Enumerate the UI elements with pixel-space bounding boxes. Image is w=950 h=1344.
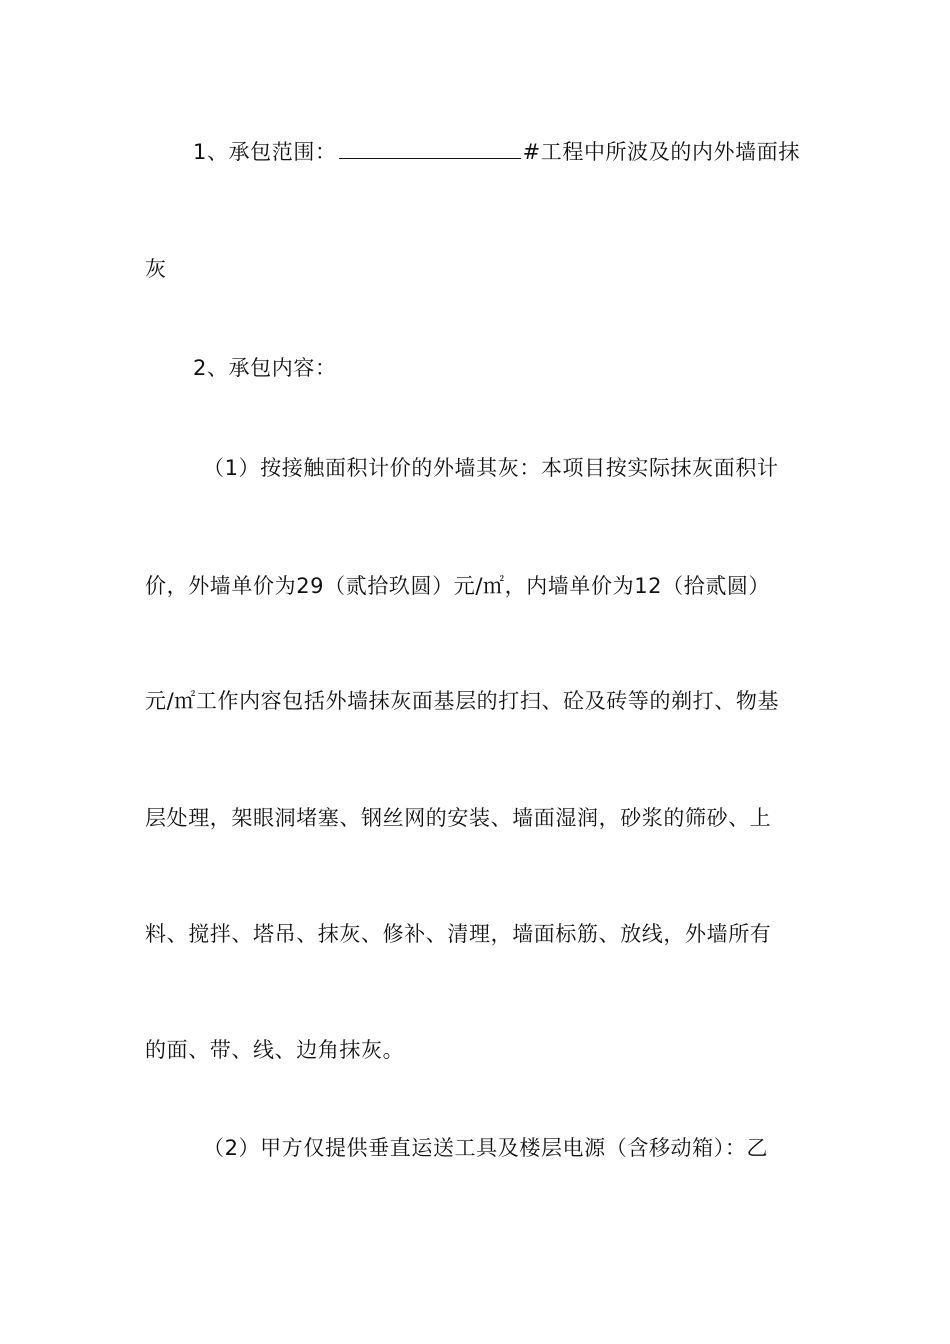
scope-text: #工程中所波及的内外墙面抹 [522, 140, 800, 164]
paragraph-line-10: （2）甲方仅提供垂直运送工具及楼层电源（含移动箱）：乙 [203, 1136, 769, 1160]
fill-in-blank[interactable] [339, 138, 521, 159]
paragraph-line-5: 价，外墙单价为29（贰拾玖圆）元/㎡，内墙单价为12（拾贰圆） [145, 574, 771, 598]
paragraph-line-2: 灰 [145, 257, 167, 281]
paragraph-line-8: 料、搅拌、塔吊、抹灰、修补、清理，墙面标筋、放线，外墙所有 [145, 922, 772, 946]
paragraph-line-9: 的面、带、线、边角抹灰。 [145, 1038, 405, 1062]
paragraph-line-1 [145, 137, 810, 167]
paragraph-line-7: 层处理，架眼洞堵塞、钢丝网的安装、墙面湿润，砂浆的筛砂、上 [145, 806, 772, 830]
paragraph-line-6: 元/㎡工作内容包括外墙抹灰面基层的打扫、砼及砖等的剃打、物基 [145, 689, 780, 713]
section-heading-contents: 2、承包内容： [193, 356, 337, 380]
scope-label: 1、承包范围： [193, 140, 337, 164]
paragraph-line-4: （1）按接触面积计价的外墙其灰：本项目按实际抹灰面积计 [203, 456, 779, 480]
